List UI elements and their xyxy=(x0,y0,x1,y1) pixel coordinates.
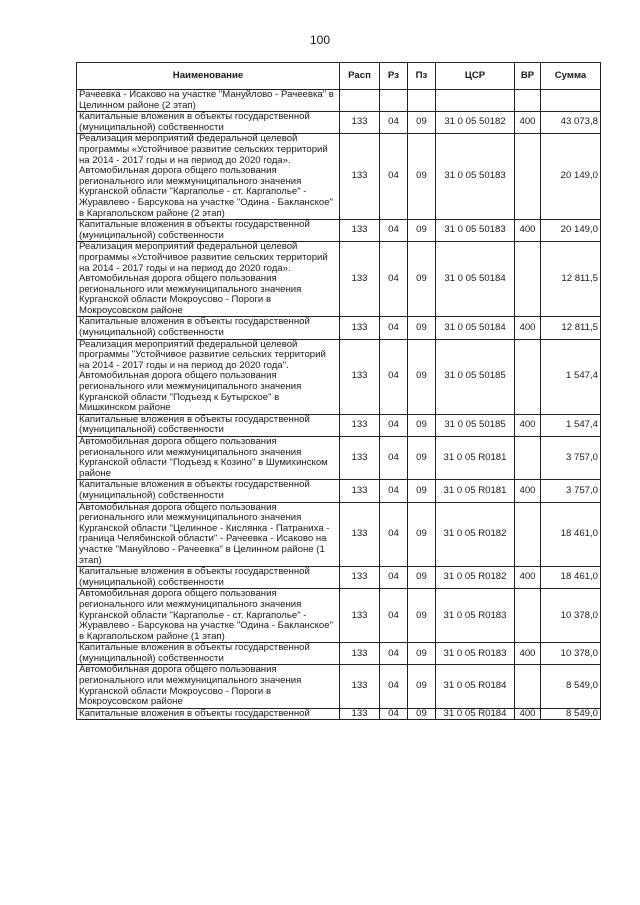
cell-vr xyxy=(515,589,541,643)
cell-rz: 04 xyxy=(380,112,408,134)
cell-name: Капитальные вложения в объекты государственной (муниципальной) собственности xyxy=(77,220,340,242)
cell-rz: 04 xyxy=(380,502,408,567)
cell-name: Рачеевка - Исаково на участке "Мануйлово - Рачеевка" в Целинном районе (2 этап) xyxy=(77,90,340,112)
table-row xyxy=(77,317,601,339)
cell-pz: 09 xyxy=(408,643,436,665)
cell-name: Капитальные вложения в объекты государственной (муниципальной) собственности xyxy=(77,317,340,339)
cell-vr xyxy=(515,134,541,220)
cell-vr: 400 xyxy=(515,112,541,134)
cell-sum: 18 461,0 xyxy=(541,567,601,589)
cell-rz: 04 xyxy=(380,339,408,414)
header-name: Наименование xyxy=(77,63,340,90)
cell-name: Капитальные вложения в объекты государственной (муниципальной) собственности xyxy=(77,414,340,436)
cell-rz: 04 xyxy=(380,437,408,480)
cell-name: Капитальные вложения в объекты государственной (муниципальной) собственности xyxy=(77,480,340,502)
table-header-row xyxy=(77,63,601,90)
cell-csr: 31 0 05 50182 xyxy=(436,112,515,134)
cell-vr: 400 xyxy=(515,220,541,242)
table-row xyxy=(77,90,601,112)
cell-vr: 400 xyxy=(515,708,541,720)
table-row xyxy=(77,480,601,502)
cell-rasp: 133 xyxy=(340,437,380,480)
table-row xyxy=(77,242,601,317)
cell-rasp: 133 xyxy=(340,339,380,414)
cell-vr: 400 xyxy=(515,480,541,502)
table-row xyxy=(77,339,601,414)
cell-name: Автомобильная дорога общего пользования регионального или межмуниципального значения Курганской области Мокроусово - Пороги в Мокроусовском районе xyxy=(77,665,340,708)
cell-sum: 12 811,5 xyxy=(541,242,601,317)
cell-pz: 09 xyxy=(408,502,436,567)
cell-csr: 31 0 05 50185 xyxy=(436,414,515,436)
table-row xyxy=(77,220,601,242)
cell-vr: 400 xyxy=(515,643,541,665)
cell-csr: 31 0 05 50183 xyxy=(436,134,515,220)
header-rasp: Расп xyxy=(340,63,380,90)
cell-sum: 1 547,4 xyxy=(541,339,601,414)
cell-csr: 31 0 05 R0183 xyxy=(436,589,515,643)
cell-rasp: 133 xyxy=(340,708,380,720)
cell-rz: 04 xyxy=(380,567,408,589)
cell-sum: 10 378,0 xyxy=(541,589,601,643)
cell-name: Автомобильная дорога общего пользования регионального или межмуниципального значения Курганской области "Целинное - Кислянка - Патраниха - граница Челябинской области" - Рачеевка - Исаково на участке "Мануйлово - Рачеевка" в Целинном районе (1 этап) xyxy=(77,502,340,567)
cell-vr xyxy=(515,90,541,112)
cell-csr: 31 0 05 R0184 xyxy=(436,708,515,720)
cell-sum: 12 811,5 xyxy=(541,317,601,339)
cell-rz: 04 xyxy=(380,220,408,242)
cell-name: Автомобильная дорога общего пользования регионального или межмуниципального значения Курганской области "Каргаполье - ст. Каргаполье" - Журавлево - Барсукова на участке "Одина - Бакланское" в Каргапольском районе (1 этап) xyxy=(77,589,340,643)
cell-rasp: 133 xyxy=(340,643,380,665)
header-csr: ЦСР xyxy=(436,63,515,90)
table-row xyxy=(77,414,601,436)
header-vr: ВР xyxy=(515,63,541,90)
cell-rz: 04 xyxy=(380,242,408,317)
cell-sum: 8 549,0 xyxy=(541,665,601,708)
cell-name: Капитальные вложения в объекты государственной (муниципальной) собственности xyxy=(77,643,340,665)
cell-pz: 09 xyxy=(408,220,436,242)
cell-rasp xyxy=(340,90,380,112)
cell-rz: 04 xyxy=(380,643,408,665)
cell-vr xyxy=(515,665,541,708)
cell-name: Капитальные вложения в объекты государственной (муниципальной) собственности xyxy=(77,112,340,134)
cell-sum: 3 757,0 xyxy=(541,480,601,502)
cell-pz: 09 xyxy=(408,708,436,720)
cell-sum: 18 461,0 xyxy=(541,502,601,567)
cell-pz xyxy=(408,90,436,112)
cell-rz: 04 xyxy=(380,317,408,339)
cell-rasp: 133 xyxy=(340,665,380,708)
cell-csr: 31 0 05 R0181 xyxy=(436,480,515,502)
cell-sum: 3 757,0 xyxy=(541,437,601,480)
cell-vr xyxy=(515,437,541,480)
table-row xyxy=(77,134,601,220)
cell-rasp: 133 xyxy=(340,567,380,589)
cell-pz: 09 xyxy=(408,414,436,436)
cell-rasp: 133 xyxy=(340,317,380,339)
cell-rz: 04 xyxy=(380,589,408,643)
cell-rz: 04 xyxy=(380,665,408,708)
cell-pz: 09 xyxy=(408,134,436,220)
header-sum: Сумма xyxy=(541,63,601,90)
cell-csr: 31 0 05 R0182 xyxy=(436,502,515,567)
table-row xyxy=(77,589,601,643)
table-row xyxy=(77,665,601,708)
cell-pz: 09 xyxy=(408,567,436,589)
cell-rz: 04 xyxy=(380,480,408,502)
cell-rasp: 133 xyxy=(340,480,380,502)
cell-pz: 09 xyxy=(408,589,436,643)
table-row xyxy=(77,567,601,589)
cell-rz xyxy=(380,90,408,112)
cell-name: Реализация мероприятий федеральной целевой программы "Устойчивое развитие сельских территорий на 2014 - 2017 годы и на период до 2020 года". Автомобильная дорога общего пользования регионального или межмуниципального значения Курганской области "Подъезд к Бутырское" в Мишкинском районе xyxy=(77,339,340,414)
cell-pz: 09 xyxy=(408,480,436,502)
cell-sum: 20 149,0 xyxy=(541,134,601,220)
cell-rasp: 133 xyxy=(340,502,380,567)
cell-sum: 20 149,0 xyxy=(541,220,601,242)
table-row xyxy=(77,112,601,134)
cell-pz: 09 xyxy=(408,339,436,414)
cell-vr xyxy=(515,339,541,414)
cell-vr xyxy=(515,242,541,317)
table-row xyxy=(77,643,601,665)
cell-vr: 400 xyxy=(515,317,541,339)
cell-rasp: 133 xyxy=(340,242,380,317)
cell-rz: 04 xyxy=(380,414,408,436)
header-rz: Рз xyxy=(380,63,408,90)
cell-pz: 09 xyxy=(408,112,436,134)
page-number: 100 xyxy=(309,33,331,47)
cell-rasp: 133 xyxy=(340,414,380,436)
cell-csr: 31 0 05 R0181 xyxy=(436,437,515,480)
budget-table xyxy=(76,62,601,720)
cell-csr: 31 0 05 R0183 xyxy=(436,643,515,665)
cell-csr: 31 0 05 R0182 xyxy=(436,567,515,589)
cell-csr: 31 0 05 50184 xyxy=(436,317,515,339)
cell-vr: 400 xyxy=(515,567,541,589)
cell-vr: 400 xyxy=(515,414,541,436)
cell-csr: 31 0 05 50183 xyxy=(436,220,515,242)
cell-rasp: 133 xyxy=(340,134,380,220)
cell-pz: 09 xyxy=(408,242,436,317)
cell-name: Реализация мероприятий федеральной целевой программы «Устойчивое развитие сельских территорий на 2014 - 2017 годы и на период до 2020 года». Автомобильная дорога общего пользования регионального или межмуниципального значения Курганской области "Каргаполье - ст. Каргаполье" - Журавлево - Барсукова на участке "Одина - Бакланское" в Каргапольском районе (2 этап) xyxy=(77,134,340,220)
cell-rz: 04 xyxy=(380,134,408,220)
cell-sum: 10 378,0 xyxy=(541,643,601,665)
cell-pz: 09 xyxy=(408,437,436,480)
cell-rasp: 133 xyxy=(340,112,380,134)
cell-pz: 09 xyxy=(408,317,436,339)
cell-name: Капитальные вложения в объекты государственной xyxy=(77,708,340,720)
table-row xyxy=(77,437,601,480)
cell-sum xyxy=(541,90,601,112)
cell-rasp: 133 xyxy=(340,589,380,643)
cell-csr xyxy=(436,90,515,112)
table-row xyxy=(77,708,601,720)
cell-rasp: 133 xyxy=(340,220,380,242)
cell-rz: 04 xyxy=(380,708,408,720)
header-pz: Пз xyxy=(408,63,436,90)
cell-name: Капитальные вложения в объекты государственной (муниципальной) собственности xyxy=(77,567,340,589)
cell-pz: 09 xyxy=(408,665,436,708)
cell-sum: 43 073,8 xyxy=(541,112,601,134)
cell-sum: 8 549,0 xyxy=(541,708,601,720)
cell-csr: 31 0 05 50185 xyxy=(436,339,515,414)
table-row xyxy=(77,502,601,567)
cell-name: Автомобильная дорога общего пользования регионального или межмуниципального значения Курганской области "Подъезд к Козино" в Шумихинском районе xyxy=(77,437,340,480)
cell-name: Реализация мероприятий федеральной целевой программы «Устойчивое развитие сельских территорий на 2014 - 2017 годы и на период до 2020 года». Автомобильная дорога общего пользования регионального или межмуниципального значения Курганской области Мокроусово - Пороги в Мокроусовском районе xyxy=(77,242,340,317)
cell-sum: 1 547,4 xyxy=(541,414,601,436)
cell-csr: 31 0 05 50184 xyxy=(436,242,515,317)
cell-vr xyxy=(515,502,541,567)
cell-csr: 31 0 05 R0184 xyxy=(436,665,515,708)
